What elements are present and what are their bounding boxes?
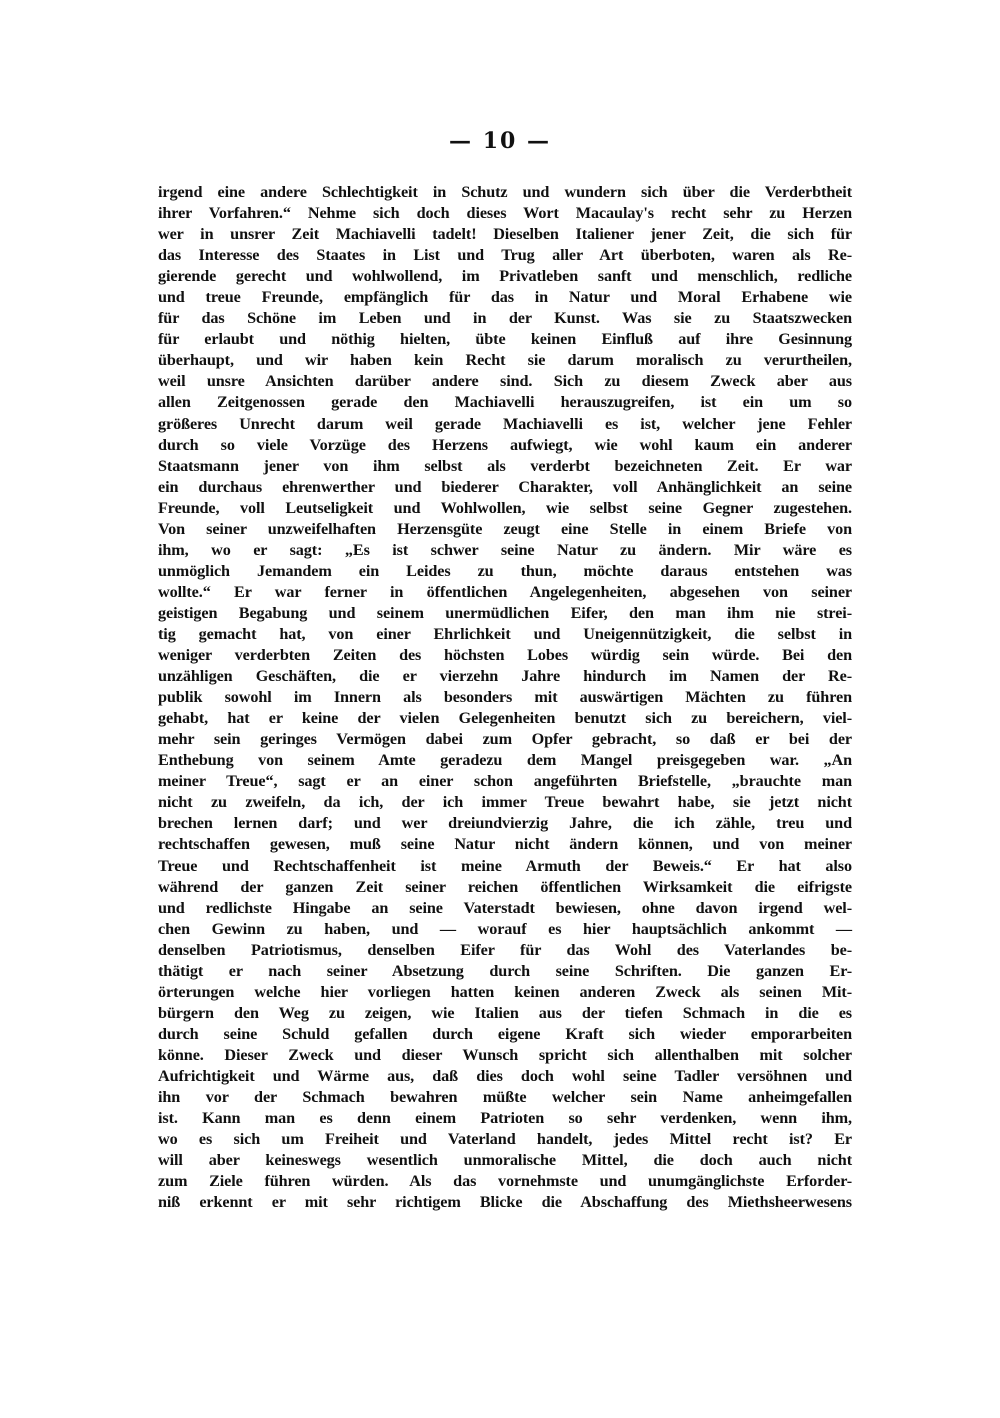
text-line: publik sowohl im Innern als besonders mit auswärtigen Mächten zu führen	[158, 688, 852, 707]
text-line: allen Zeitgenossen gerade den Machiavelli herauszugreifen, ist ein um so	[158, 393, 852, 412]
text-line: mehr sein geringes Vermögen dabei zum Opfer gebracht, so daß er bei der	[158, 730, 852, 749]
text-line: gehabt, hat er keine der vielen Gelegenheiten benutzt sich zu bereichern, viel-	[158, 709, 852, 728]
text-line: weil unsre Ansichten darüber andere sind. Sich zu diesem Zweck aber aus	[158, 372, 852, 391]
text-line: ihm, wo er sagt: „Es ist schwer seine Natur zu ändern. Mir wäre es	[158, 540, 852, 559]
text-line: das Interesse des Staates in List und Trug aller Art überboten, waren als Re-	[158, 246, 852, 265]
text-line: Freunde, voll Leutseligkeit und Wohlwollen, wie selbst seine Gegner zugestehen.	[158, 498, 852, 517]
text-line: überhaupt, und wir haben kein Recht sie darum moralisch zu verurtheilen,	[158, 351, 852, 370]
text-line: will aber keineswegs wesentlich unmoralische Mittel, die doch auch nicht	[158, 1151, 852, 1170]
text-line: örterungen welche hier vorliegen hatten keinen anderen Zweck als seinen Mit-	[158, 982, 852, 1001]
text-line: rechtschaffen gewesen, muß seine Natur nicht ändern können, und von meiner	[158, 835, 852, 854]
text-line: geistigen Begabung und seinem unermüdlichen Eifer, den man ihm nie strei-	[158, 603, 852, 622]
text-line: Staatsmann jener von ihm selbst als verderbt bezeichneten Zeit. Er war	[158, 456, 852, 475]
text-line: Enthebung von seinem Amte geradezu dem Mangel preisgegeben war. „An	[158, 751, 852, 770]
text-line: brechen lernen darf; und wer dreiundvierzig Jahre, die ich zähle, treu und	[158, 814, 852, 833]
text-line: weniger verderbten Zeiten des höchsten Lobes würdig sein würde. Bei den	[158, 646, 852, 665]
text-line: meiner Treue“, sagt er an einer schon angeführten Briefstelle, „brauchte man	[158, 772, 852, 791]
text-line: thätigt er nach seiner Absetzung durch seine Schriften. Die ganzen Er-	[158, 961, 852, 980]
text-line: für das Schöne im Leben und in der Kunst. Was sie zu Staatszwecken	[158, 309, 852, 328]
text-line: Treue und Rechtschaffenheit ist meine Armuth der Beweis.“ Er hat also	[158, 856, 852, 875]
text-line: chen Gewinn zu haben, und — worauf es hier hauptsächlich ankommt —	[158, 919, 852, 938]
text-line: gierende gerecht und wohlwollend, im Privatleben sanft und menschlich, redliche	[158, 267, 852, 286]
text-line: wo es sich um Freiheit und Vaterland handelt, jedes Mittel recht ist? Er	[158, 1130, 852, 1149]
text-line: ihn vor der Schmach bewahren müßte welcher sein Name anheimgefallen	[158, 1088, 852, 1107]
text-line: niß erkennt er mit sehr richtigem Blicke die Abschaffung des Miethsheerwesens	[158, 1193, 852, 1212]
text-line: durch seine Schuld gefallen durch eigene Kraft sich wieder emporarbeiten	[158, 1024, 852, 1043]
text-line: nicht zu zweifeln, da ich, der ich immer Treue bewahrt habe, sie jetzt nicht	[158, 793, 852, 812]
text-line: irgend eine andere Schlechtigkeit in Schutz und wundern sich über die Verderbtheit	[158, 183, 852, 201]
body-text	[158, 182, 852, 1213]
text-line: ein durchaus ehrenwerther und biederer Charakter, voll Anhänglichkeit an seine	[158, 477, 852, 496]
text-line: ist. Kann man es denn einem Patrioten so sehr verdenken, wenn ihm,	[158, 1109, 852, 1128]
text-line: unmöglich Jemandem ein Leides zu thun, möchte daraus entstehen was	[158, 561, 852, 580]
text-line: Von seiner unzweifelhaften Herzensgüte zeugt eine Stelle in einem Briefe von	[158, 519, 852, 538]
text-line: und treue Freunde, empfänglich für das in Natur und Moral Erhabene wie	[158, 288, 852, 307]
text-line: während der ganzen Zeit seiner reichen öffentlichen Wirksamkeit die eifrigste	[158, 877, 852, 896]
text-line: wer in unsrer Zeit Machiavelli tadelt! Dieselben Italiener jener Zeit, die sich für	[158, 225, 852, 244]
text-line: unzähligen Geschäften, die er vierzehn Jahre hindurch im Namen der Re-	[158, 667, 852, 686]
text-line: durch so viele Vorzüge des Herzens aufwiegt, wie wohl kaum ein anderer	[158, 435, 852, 454]
page-number: — 10 —	[449, 128, 551, 154]
text-line: zum Ziele führen würden. Als das vornehmste und unumgänglichste Erforder-	[158, 1172, 852, 1191]
text-line: tig gemacht hat, von einer Ehrlichkeit und Uneigennützigkeit, die selbst in	[158, 624, 852, 643]
text-line: denselben Patriotismus, denselben Eifer für das Wohl des Vaterlandes be-	[158, 940, 852, 959]
text-line: und redlichste Hingabe an seine Vaterstadt bewiesen, ohne davon irgend wel-	[158, 898, 852, 917]
text-line: für erlaubt und nöthig hielten, übte keinen Einfluß auf ihre Gesinnung	[158, 330, 852, 349]
text-line: ihrer Vorfahren.“ Nehme sich doch dieses Wort Macaulay's recht sehr zu Herzen	[158, 204, 852, 223]
text-line: bürgern den Weg zu zeigen, wie Italien aus der tiefen Schmach in die es	[158, 1003, 852, 1022]
text-line: könne. Dieser Zweck und dieser Wunsch spricht sich allenthalben mit solcher	[158, 1045, 852, 1064]
text-line: wollte.“ Er war ferner in öffentlichen Angelegenheiten, abgesehen von seiner	[158, 582, 852, 601]
text-line: größeres Unrecht darum weil gerade Machiavelli es ist, welcher jene Fehler	[158, 414, 852, 433]
text-line: Aufrichtigkeit und Wärme aus, daß dies doch wohl seine Tadler versöhnen und	[158, 1066, 852, 1085]
